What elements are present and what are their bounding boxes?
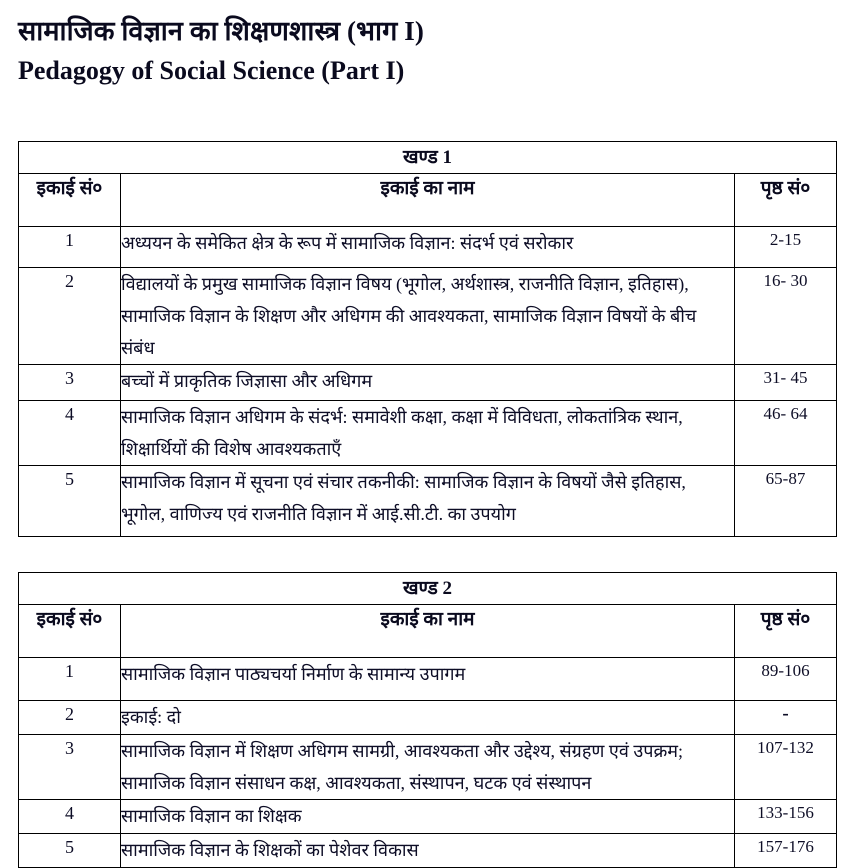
cell-unit-no: 5 <box>19 834 121 868</box>
cell-page-no: 16- 30 <box>735 268 837 365</box>
section-2-table-container <box>18 572 836 868</box>
table-header-row <box>19 605 837 658</box>
table-row <box>19 268 837 365</box>
cell-unit-name: सामाजिक विज्ञान के शिक्षकों का पेशेवर विकास <box>121 834 735 868</box>
cell-unit-no: 2 <box>19 701 121 735</box>
document-title-block <box>18 14 818 87</box>
unit-table-section-2 <box>18 572 837 868</box>
column-header-unit-name: इकाई का नाम <box>121 174 735 227</box>
column-header-unit-no: इकाई सं० <box>19 174 121 227</box>
cell-unit-name: सामाजिक विज्ञान पाठ्यचर्या निर्माण के सामान्य उपागम <box>121 658 735 701</box>
cell-page-no: 46- 64 <box>735 401 837 466</box>
page-title-english: Pedagogy of Social Science (Part I) <box>18 56 405 85</box>
table-banner-row <box>19 142 837 174</box>
cell-page-no: 133-156 <box>735 800 837 834</box>
cell-page-no: - <box>735 701 837 735</box>
cell-page-no: 107-132 <box>735 735 837 800</box>
cell-unit-name: अध्ययन के समेकित क्षेत्र के रूप में सामाजिक विज्ञान: संदर्भ एवं सरोकार <box>121 227 735 268</box>
column-header-page-no: पृष्ठ सं० <box>735 605 837 658</box>
table-row <box>19 227 837 268</box>
cell-unit-no: 1 <box>19 658 121 701</box>
cell-unit-name: सामाजिक विज्ञान अधिगम के संदर्भ: समावेशी कक्षा, कक्षा में विविधता, लोकतांत्रिक स्थान, शिक्षार्थियों की विशेष आवश्यकताएँ <box>121 401 735 466</box>
cell-unit-name: इकाई: दो <box>121 701 735 735</box>
cell-unit-name: विद्यालयों के प्रमुख सामाजिक विज्ञान विषय (भूगोल, अर्थशास्त्र, राजनीति विज्ञान, इतिहास), सामाजिक विज्ञान के शिक्षण और अधिगम की आवश्यकता, सामाजिक विज्ञान विषयों के बीच संबंध <box>121 268 735 365</box>
cell-page-no: 2-15 <box>735 227 837 268</box>
table-row <box>19 834 837 868</box>
table-row <box>19 401 837 466</box>
section-1-table-container <box>18 141 836 537</box>
cell-unit-name: सामाजिक विज्ञान का शिक्षक <box>121 800 735 834</box>
column-header-unit-name: इकाई का नाम <box>121 605 735 658</box>
cell-unit-name: बच्चों में प्राकृतिक जिज्ञासा और अधिगम <box>121 365 735 401</box>
cell-unit-no: 5 <box>19 466 121 537</box>
section-banner: खण्ड 1 <box>19 142 837 174</box>
cell-unit-no: 4 <box>19 800 121 834</box>
cell-unit-name: सामाजिक विज्ञान में सूचना एवं संचार तकनीकी: सामाजिक विज्ञान के विषयों जैसे इतिहास, भूगोल, वाणिज्य एवं राजनीति विज्ञान में आई.सी.टी. का उपयोग <box>121 466 735 537</box>
table-banner-row <box>19 573 837 605</box>
cell-unit-no: 3 <box>19 365 121 401</box>
table-row <box>19 800 837 834</box>
section-banner: खण्ड 2 <box>19 573 837 605</box>
cell-page-no: 89-106 <box>735 658 837 701</box>
cell-unit-no: 4 <box>19 401 121 466</box>
cell-page-no: 65-87 <box>735 466 837 537</box>
table-row <box>19 466 837 537</box>
table-row <box>19 701 837 735</box>
cell-page-no: 31- 45 <box>735 365 837 401</box>
page-title-hindi: सामाजिक विज्ञान का शिक्षणशास्त्र (भाग I) <box>18 16 424 46</box>
table-row <box>19 658 837 701</box>
table-row <box>19 735 837 800</box>
column-header-page-no: पृष्ठ सं० <box>735 174 837 227</box>
cell-unit-no: 3 <box>19 735 121 800</box>
cell-unit-no: 1 <box>19 227 121 268</box>
cell-unit-name: सामाजिक विज्ञान में शिक्षण अधिगम सामग्री, आवश्यकता और उद्देश्य, संग्रहण एवं उपक्रम; सामाजिक विज्ञान संसाधन कक्ष, आवश्यकता, संस्थापन, घटक एवं संस्थापन <box>121 735 735 800</box>
unit-table-section-1 <box>18 141 837 537</box>
column-header-unit-no: इकाई सं० <box>19 605 121 658</box>
table-row <box>19 365 837 401</box>
cell-unit-no: 2 <box>19 268 121 365</box>
cell-page-no: 157-176 <box>735 834 837 868</box>
table-header-row <box>19 174 837 227</box>
